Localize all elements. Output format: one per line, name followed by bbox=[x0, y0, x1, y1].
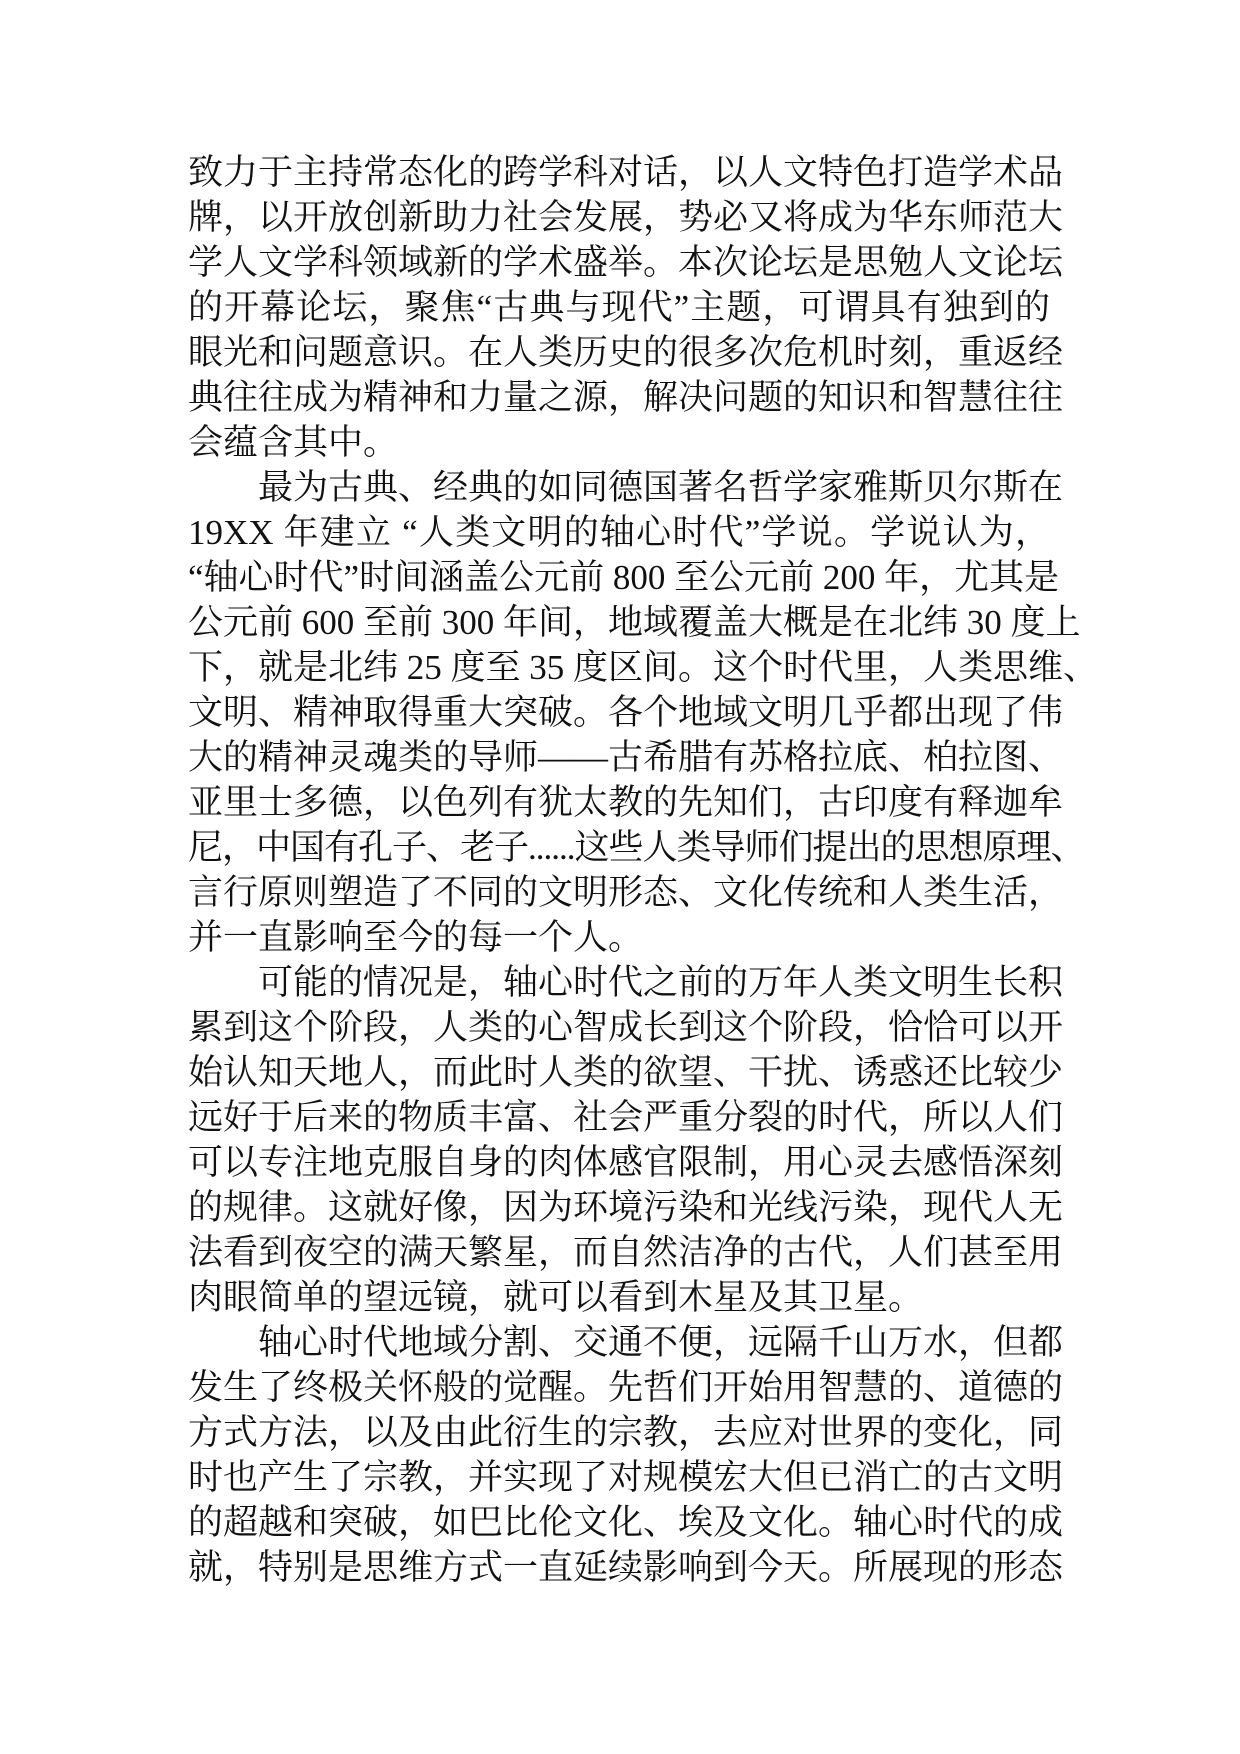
text-line: 可以专注地克服自身的肉体感官限制，用心灵去感悟深刻 bbox=[188, 1143, 1064, 1182]
text-line: 发生了终极关怀般的觉醒。先哲们开始用智慧的、道德的 bbox=[188, 1368, 1064, 1407]
text-line: 典往往成为精神和力量之源，解决问题的知识和智慧往往 bbox=[188, 378, 1064, 417]
text-line: 肉眼简单的望远镜，就可以看到木星及其卫星。 bbox=[188, 1278, 924, 1317]
text-line: 轴心时代地域分割、交通不便，远隔千山万水，但都 bbox=[258, 1323, 1064, 1362]
text-line: 累到这个阶段，人类的心智成长到这个阶段，恰恰可以开 bbox=[188, 1008, 1064, 1047]
text-line: 的开幕论坛，聚焦“古典与现代”主题，可谓具有独到的 bbox=[188, 288, 1050, 327]
paragraph bbox=[188, 960, 1064, 1320]
text-line: 19XX 年建立 “人类文明的轴心时代”学说。学说认为， bbox=[188, 513, 1050, 552]
text-line: 牌，以开放创新助力社会发展，势必又将成为华东师范大 bbox=[188, 198, 1064, 237]
text-line: 始认知天地人，而此时人类的欲望、干扰、诱惑还比较少 bbox=[188, 1053, 1064, 1092]
text-line: 会蕴含其中。 bbox=[188, 423, 399, 462]
text-line: 大的精神灵魂类的导师——古希腊有苏格拉底、柏拉图、 bbox=[188, 738, 1064, 777]
text-line: 致力于主持常态化的跨学科对话，以人文特色打造学术品 bbox=[188, 153, 1064, 192]
text-line: 下，就是北纬 25 度至 35 度区间。这个时代里，人类思维、 bbox=[188, 648, 1099, 687]
text-line: 时也产生了宗教，并实现了对规模宏大但已消亡的古文明 bbox=[188, 1458, 1064, 1497]
text-line: 眼光和问题意识。在人类历史的很多次危机时刻，重返经 bbox=[188, 333, 1064, 372]
text-line: 公元前 600 至前 300 年间，地域覆盖大概是在北纬 30 度上 bbox=[188, 603, 1081, 642]
text-line: 亚里士多德，以色列有犹太教的先知们，古印度有释迦牟 bbox=[188, 783, 1064, 822]
text-line: 就，特别是思维方式一直延续影响到今天。所展现的形态 bbox=[188, 1548, 1064, 1587]
text-line: 的超越和突破，如巴比伦文化、埃及文化。轴心时代的成 bbox=[188, 1503, 1064, 1542]
text-line: “轴心时代”时间涵盖公元前 800 至公元前 200 年，尤其是 bbox=[188, 558, 1060, 597]
paragraph bbox=[188, 465, 1099, 960]
text-line: 文明、精神取得重大突破。各个地域文明几乎都出现了伟 bbox=[188, 693, 1064, 732]
text-line: 并一直影响至今的每一个人。 bbox=[188, 918, 644, 957]
document-body bbox=[188, 150, 1099, 1590]
text-line: 学人文学科领域新的学术盛举。本次论坛是思勉人文论坛 bbox=[188, 243, 1064, 282]
text-line: 言行原则塑造了不同的文明形态、文化传统和人类生活， bbox=[188, 873, 1064, 912]
text-line: 的规律。这就好像，因为环境污染和光线污染，现代人无 bbox=[188, 1188, 1064, 1227]
paragraph bbox=[188, 1320, 1064, 1590]
text-line: 远好于后来的物质丰富、社会严重分裂的时代，所以人们 bbox=[188, 1098, 1064, 1137]
paragraph bbox=[188, 150, 1064, 465]
text-line: 方式方法，以及由此衍生的宗教，去应对世界的变化，同 bbox=[188, 1413, 1064, 1452]
text-line: 最为古典、经典的如同德国著名哲学家雅斯贝尔斯在 bbox=[258, 468, 1064, 507]
text-line: 法看到夜空的满天繁星，而自然洁净的古代，人们甚至用 bbox=[188, 1233, 1064, 1272]
text-line: 可能的情况是，轴心时代之前的万年人类文明生长积 bbox=[258, 963, 1064, 1002]
text-line: 尼，中国有孔子、老子......这些人类导师们提出的思想原理、 bbox=[188, 828, 1085, 867]
